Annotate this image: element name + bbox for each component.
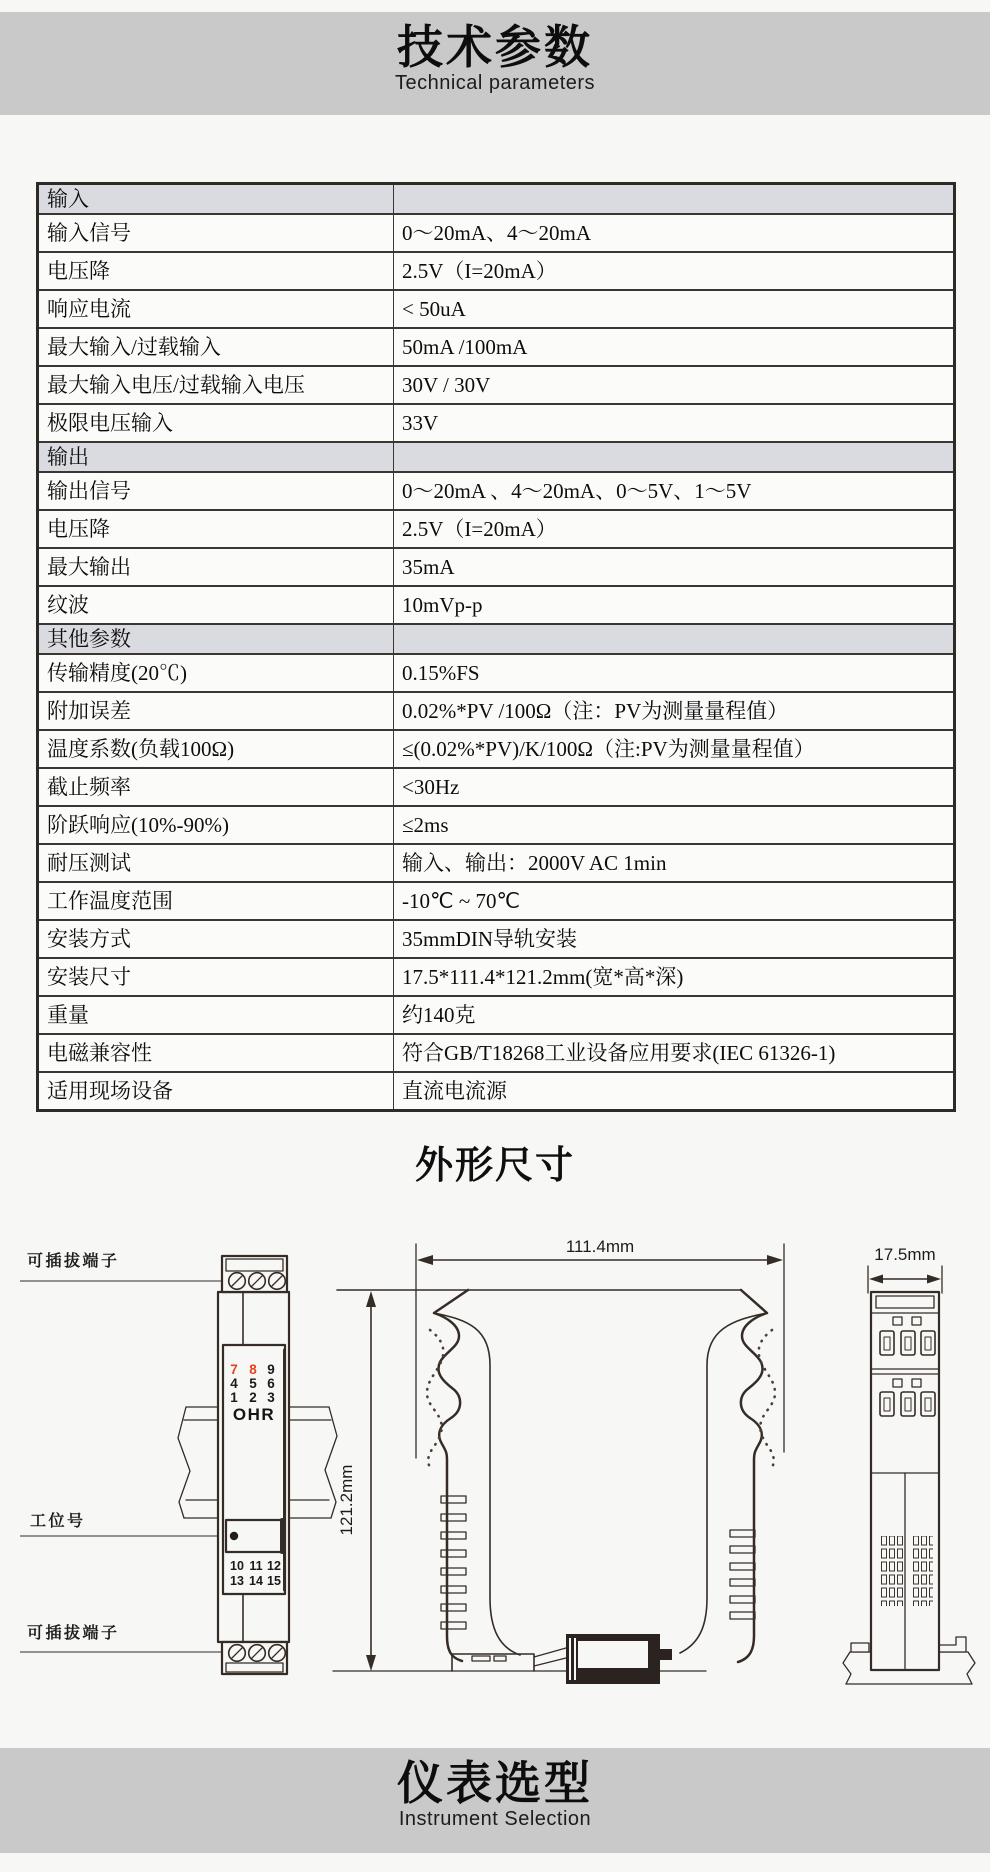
table-row <box>38 920 955 958</box>
housing-right-profile <box>738 1290 767 1662</box>
bottom-foot <box>452 1648 566 1671</box>
svg-text:2: 2 <box>249 1390 257 1405</box>
header-band <box>0 12 990 115</box>
param-value: 17.5*111.4*121.2mm(宽*高*深) <box>394 958 955 996</box>
param-value: -10℃ ~ 70℃ <box>394 882 955 920</box>
table-row <box>38 510 955 548</box>
param-value: 0～20mA、4～20mA <box>394 214 955 252</box>
param-label: 阶跃响应(10%-90%) <box>38 806 394 844</box>
param-value: 0.15%FS <box>394 654 955 692</box>
table-row <box>38 404 955 442</box>
table-row <box>38 472 955 510</box>
terminal-block-top-icon <box>222 1256 287 1292</box>
table-row <box>38 1072 955 1111</box>
table-row <box>38 996 955 1034</box>
param-label: 输入信号 <box>38 214 394 252</box>
svg-text:12: 12 <box>267 1559 281 1573</box>
footer-band <box>0 1748 990 1853</box>
end-view <box>843 1245 975 1684</box>
table-row <box>38 844 955 882</box>
param-label: 重量 <box>38 996 394 1034</box>
brand-logo: OHR <box>232 1405 276 1424</box>
param-label: 安装尺寸 <box>38 958 394 996</box>
table-row <box>38 768 955 806</box>
vent-grid-left <box>881 1536 903 1606</box>
param-label: 最大输入/过载输入 <box>38 328 394 366</box>
param-label: 纹波 <box>38 586 394 624</box>
table-row <box>38 1034 955 1072</box>
param-label: 电压降 <box>38 510 394 548</box>
height-dim-label: 121.2mm <box>337 1464 356 1536</box>
param-label: 附加误差 <box>38 692 394 730</box>
param-value: 0～20mA 、4～20mA、0～5V、1～5V <box>394 472 955 510</box>
param-label: 输出信号 <box>38 472 394 510</box>
svg-text:7: 7 <box>230 1362 238 1377</box>
param-label: 传输精度(20℃) <box>38 654 394 692</box>
outline-drawings <box>0 1230 990 1750</box>
din-clip-icon <box>566 1634 672 1684</box>
section-row <box>38 184 955 215</box>
param-value: 符合GB/T18268工业设备应用要求(IEC 61326-1) <box>394 1034 955 1072</box>
svg-text:9: 9 <box>267 1362 275 1377</box>
param-label: 安装方式 <box>38 920 394 958</box>
param-label: 电磁兼容性 <box>38 1034 394 1072</box>
param-value: 约140克 <box>394 996 955 1034</box>
svg-text:5: 5 <box>249 1376 257 1391</box>
front-view <box>20 1251 337 1674</box>
param-value: ≤2ms <box>394 806 955 844</box>
spec-table-body <box>38 184 955 1111</box>
param-value: 0.02%*PV /100Ω（注：PV为测量量程值） <box>394 692 955 730</box>
spec-table <box>36 182 956 1112</box>
param-value <box>394 624 955 654</box>
svg-text:8: 8 <box>249 1362 257 1377</box>
section-row <box>38 624 955 654</box>
pluggable-terminal-top-label: 可插拔端子 <box>27 1253 120 1270</box>
param-label: 耐压测试 <box>38 844 394 882</box>
table-row <box>38 958 955 996</box>
dimension-depth <box>868 1245 942 1293</box>
svg-text:11: 11 <box>249 1559 263 1573</box>
table-row <box>38 882 955 920</box>
table-row <box>38 806 955 844</box>
param-value: 33V <box>394 404 955 442</box>
footer-subtitle: Instrument Selection <box>398 1808 592 1830</box>
section-row <box>38 442 955 472</box>
param-value: 10mVp-p <box>394 586 955 624</box>
footer-title: 仪表选型 <box>397 1757 593 1809</box>
param-value: 输入、输出：2000V AC 1min <box>394 844 955 882</box>
param-value: 35mmDIN导轨安装 <box>394 920 955 958</box>
svg-text:3: 3 <box>267 1390 275 1405</box>
pluggable-terminal-bottom-label: 可插拔端子 <box>27 1625 120 1642</box>
vent-slots-right <box>730 1530 755 1619</box>
param-value: 30V / 30V <box>394 366 955 404</box>
texture-dots-left <box>427 1330 443 1468</box>
param-label: 工作温度范围 <box>38 882 394 920</box>
width-dim-label: 111.4mm <box>565 1237 635 1256</box>
table-row <box>38 692 955 730</box>
station-number-label: 工位号 <box>30 1513 86 1530</box>
svg-text:6: 6 <box>267 1376 275 1391</box>
page-title: 技术参数 <box>397 21 593 73</box>
param-value: ≤(0.02%*PV)/K/100Ω（注:PV为测量量程值） <box>394 730 955 768</box>
table-row <box>38 548 955 586</box>
terminal-block-bottom-icon <box>222 1642 287 1674</box>
param-label: 温度系数(负载100Ω) <box>38 730 394 768</box>
svg-text:15: 15 <box>267 1574 281 1588</box>
param-label: 极限电压输入 <box>38 404 394 442</box>
param-label: 适用现场设备 <box>38 1072 394 1111</box>
vent-slots-left <box>441 1496 466 1629</box>
terminal-numbers-top <box>230 1362 275 1405</box>
param-value: <30Hz <box>394 768 955 806</box>
param-label: 截止频率 <box>38 768 394 806</box>
param-label: 响应电流 <box>38 290 394 328</box>
param-label: 电压降 <box>38 252 394 290</box>
depth-dim-label: 17.5mm <box>874 1245 936 1264</box>
table-row <box>38 366 955 404</box>
terminal-numbers-bottom <box>230 1559 281 1588</box>
param-label: 输出 <box>38 442 394 472</box>
table-row <box>38 730 955 768</box>
dimension-height <box>337 1291 376 1671</box>
svg-text:10: 10 <box>230 1559 244 1573</box>
side-view <box>333 1237 784 1684</box>
page-subtitle: Technical parameters <box>394 72 596 94</box>
param-value: 2.5V（I=20mA） <box>394 252 955 290</box>
dimension-width <box>416 1237 784 1458</box>
param-label: 最大输入电压/过载输入电压 <box>38 366 394 404</box>
table-row <box>38 214 955 252</box>
table-row <box>38 252 955 290</box>
param-value: < 50uA <box>394 290 955 328</box>
param-value <box>394 442 955 472</box>
table-row <box>38 586 955 624</box>
svg-text:1: 1 <box>230 1390 238 1405</box>
param-value: 直流电流源 <box>394 1072 955 1111</box>
param-label: 其他参数 <box>38 624 394 654</box>
param-value: 2.5V（I=20mA） <box>394 510 955 548</box>
svg-text:14: 14 <box>249 1574 263 1588</box>
table-row <box>38 328 955 366</box>
housing-left-profile <box>434 1290 468 1661</box>
param-label: 最大输出 <box>38 548 394 586</box>
texture-dots-right <box>759 1330 775 1468</box>
param-value: 50mA /100mA <box>394 328 955 366</box>
outline-section-title: 外形尺寸 <box>414 1145 575 1187</box>
svg-text:13: 13 <box>230 1574 244 1588</box>
param-value: 35mA <box>394 548 955 586</box>
param-label: 输入 <box>38 184 394 215</box>
table-row <box>38 290 955 328</box>
svg-text:4: 4 <box>230 1376 238 1391</box>
vent-grid-right <box>911 1536 933 1606</box>
table-row <box>38 654 955 692</box>
param-value <box>394 184 955 215</box>
